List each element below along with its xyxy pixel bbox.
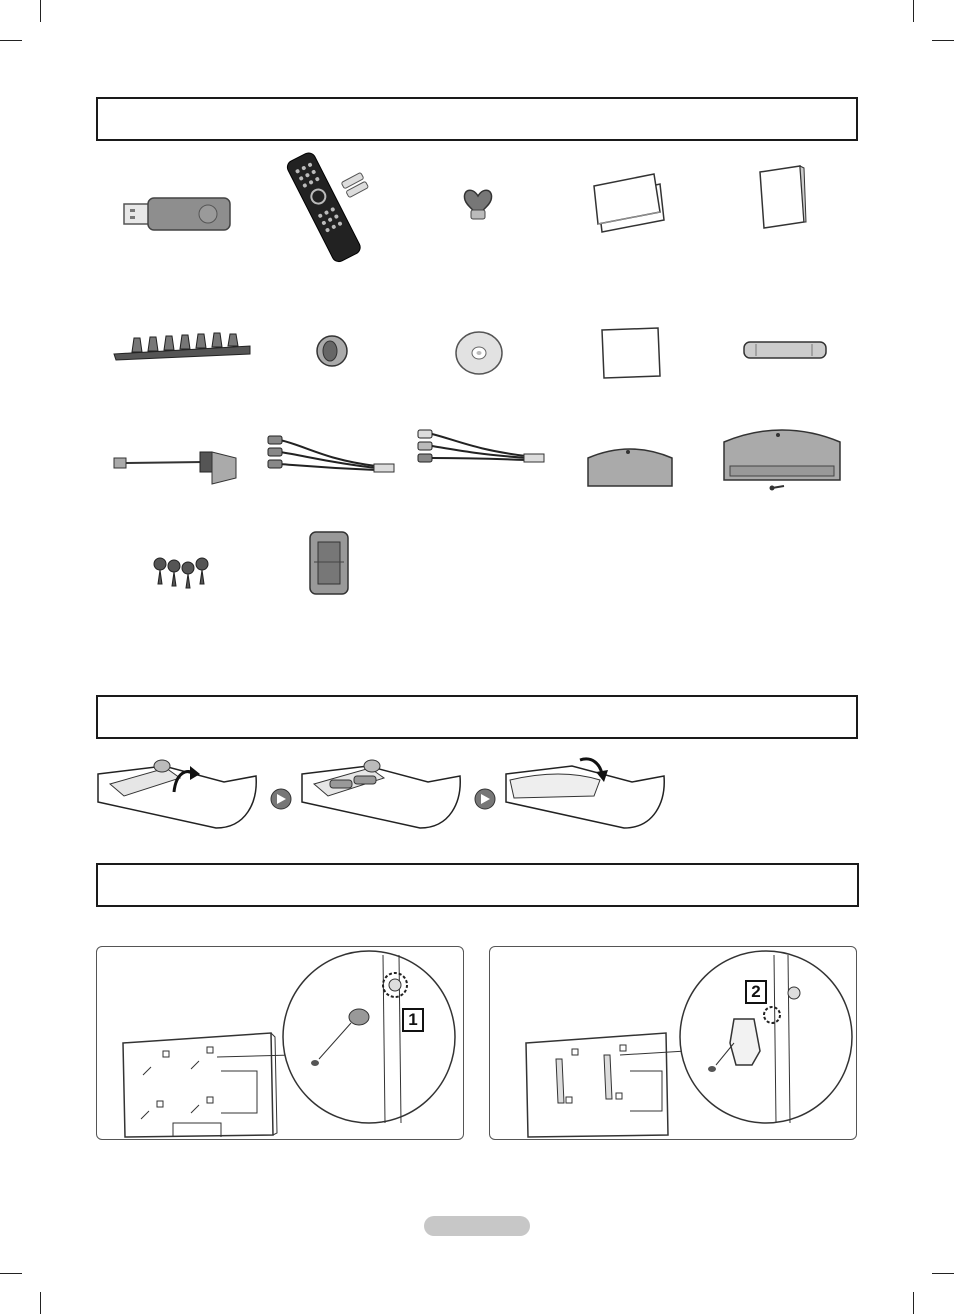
page-number xyxy=(424,1216,530,1236)
cd-icon xyxy=(454,330,504,376)
cover-bottom-icon xyxy=(742,338,828,362)
crop-mark xyxy=(913,1292,914,1314)
screws-icon xyxy=(150,554,214,590)
wall-mount-step-2-panel xyxy=(489,946,857,1140)
cleaning-cloth-icon xyxy=(600,326,662,380)
arrow-right-icon xyxy=(270,788,292,815)
wall-mount-step-1-label: 1 xyxy=(408,1010,418,1029)
component-cable-icon xyxy=(266,430,398,478)
battery-step-2 xyxy=(300,752,464,837)
crop-mark xyxy=(0,40,22,41)
stand-cover-large-icon xyxy=(722,426,842,492)
battery-step-1 xyxy=(96,752,260,837)
user-manual-icon xyxy=(756,164,808,230)
crop-mark xyxy=(913,0,914,22)
crop-mark xyxy=(932,1273,954,1274)
cable-tie-icon xyxy=(112,332,252,362)
crop-mark xyxy=(932,40,954,41)
ring-core-icon xyxy=(315,334,349,368)
crop-mark xyxy=(0,1273,22,1274)
ferrite-core-icon xyxy=(306,530,352,596)
battery-header xyxy=(96,695,858,739)
usb-dongle-icon xyxy=(122,196,232,232)
wall-mount-header xyxy=(96,863,859,907)
crop-mark xyxy=(40,1292,41,1314)
cable-holder-icon xyxy=(462,186,494,222)
stand-cover-small-icon xyxy=(586,444,674,488)
accessories-header xyxy=(96,97,858,141)
warranty-card-icon xyxy=(592,172,668,236)
arrow-right-icon xyxy=(474,788,496,815)
scart-cable-icon xyxy=(112,448,242,488)
remote-control-icon xyxy=(276,154,376,256)
batteries-icon xyxy=(340,172,372,198)
battery-step-3 xyxy=(504,752,668,837)
wall-mount-step-1-panel xyxy=(96,946,464,1140)
av-cable-icon xyxy=(416,428,548,468)
wall-mount-step-2-label: 2 xyxy=(751,982,761,1001)
crop-mark xyxy=(40,0,41,22)
